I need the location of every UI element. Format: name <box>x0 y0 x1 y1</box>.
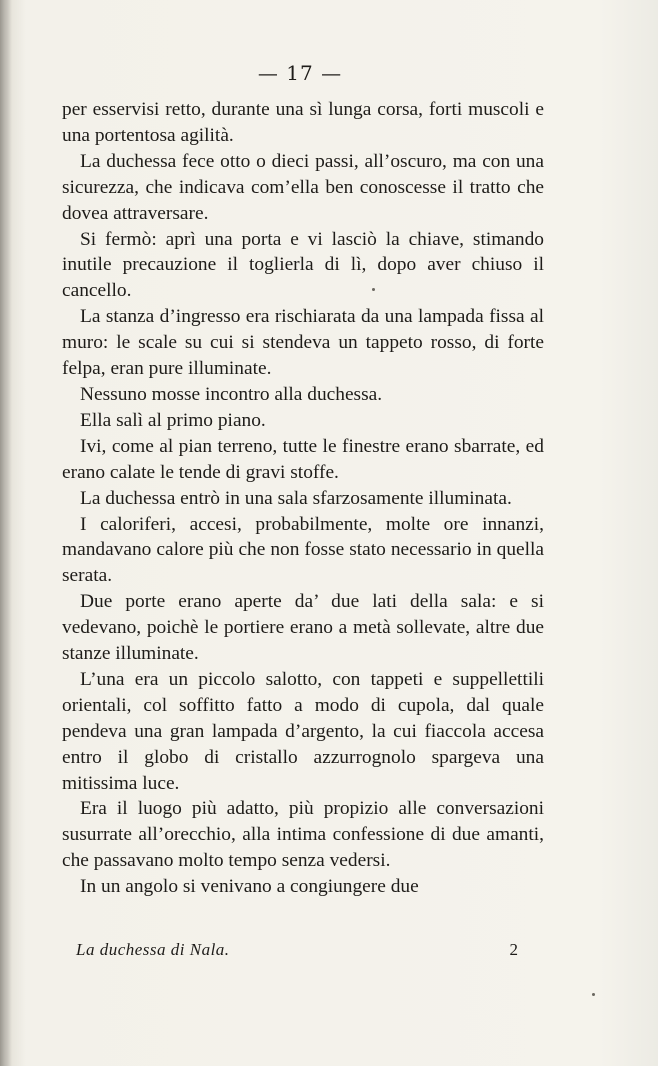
page-number: — 17 — <box>257 61 343 85</box>
running-title: La duchessa di Nala. <box>76 940 230 959</box>
paragraph: I caloriferi, accesi, probabilmente, molte ore innanzi, mandavano calore più che non fosse stato necessario in quella serata. <box>62 513 544 587</box>
paragraph: Ivi, come al pian terreno, tutte le finestre erano sbarrate, ed erano calate le tende di gravi stoffe. <box>62 435 544 483</box>
page-footer <box>76 940 518 960</box>
paragraph: Due porte erano aperte da’ due lati della sala: e si vedevano, poichè le portiere erano a metà sollevate, altre due stanze illuminate. <box>62 591 544 665</box>
paragraph: La duchessa entrò in una sala sfarzosamente illuminata. <box>80 487 512 509</box>
body-text <box>62 97 544 900</box>
paragraph: per esservisi retto, durante una sì lunga corsa, forti muscoli e una portentosa agilità. <box>62 99 544 146</box>
paragraph: Ella salì al primo piano. <box>80 409 266 431</box>
paragraph: L’una era un piccolo salotto, con tappeti e suppellettili orientali, col soffitto fatto a modo di cupola, dal quale pendeva una gran lampada d’argento, la cui fiaccola accesa entro il globo di cristallo azzurrognolo spargeva una mitissima luce. <box>62 668 544 794</box>
paper-speck <box>592 993 595 996</box>
page-binding-edge <box>0 0 12 1066</box>
paper-speck <box>372 288 375 291</box>
signature-mark: 2 <box>509 940 518 959</box>
paragraph: La duchessa fece otto o dieci passi, all’oscuro, ma con una sicurezza, che indicava com’ella ben conoscesse il tratto che dovea attraversare. <box>62 150 544 224</box>
paragraph: Era il luogo più adatto, più propizio alle conversazioni susurrate all’orecchio, alla intima confessione di due amanti, che passavano molto tempo senza vedersi. <box>62 798 544 872</box>
paragraph: Si fermò: aprì una porta e vi lasciò la chiave, stimando inutile precauzione il toglierla di lì, dopo aver chiuso il cancello. <box>62 228 544 302</box>
paragraph: Nessuno mosse incontro alla duchessa. <box>80 383 383 405</box>
paragraph: In un angolo si venivano a congiungere due <box>80 876 419 898</box>
paragraph: La stanza d’ingresso era rischiarata da una lampada fissa al muro: le scale su cui si stendeva un tappeto rosso, di forte felpa, eran pure illuminate. <box>62 306 544 380</box>
